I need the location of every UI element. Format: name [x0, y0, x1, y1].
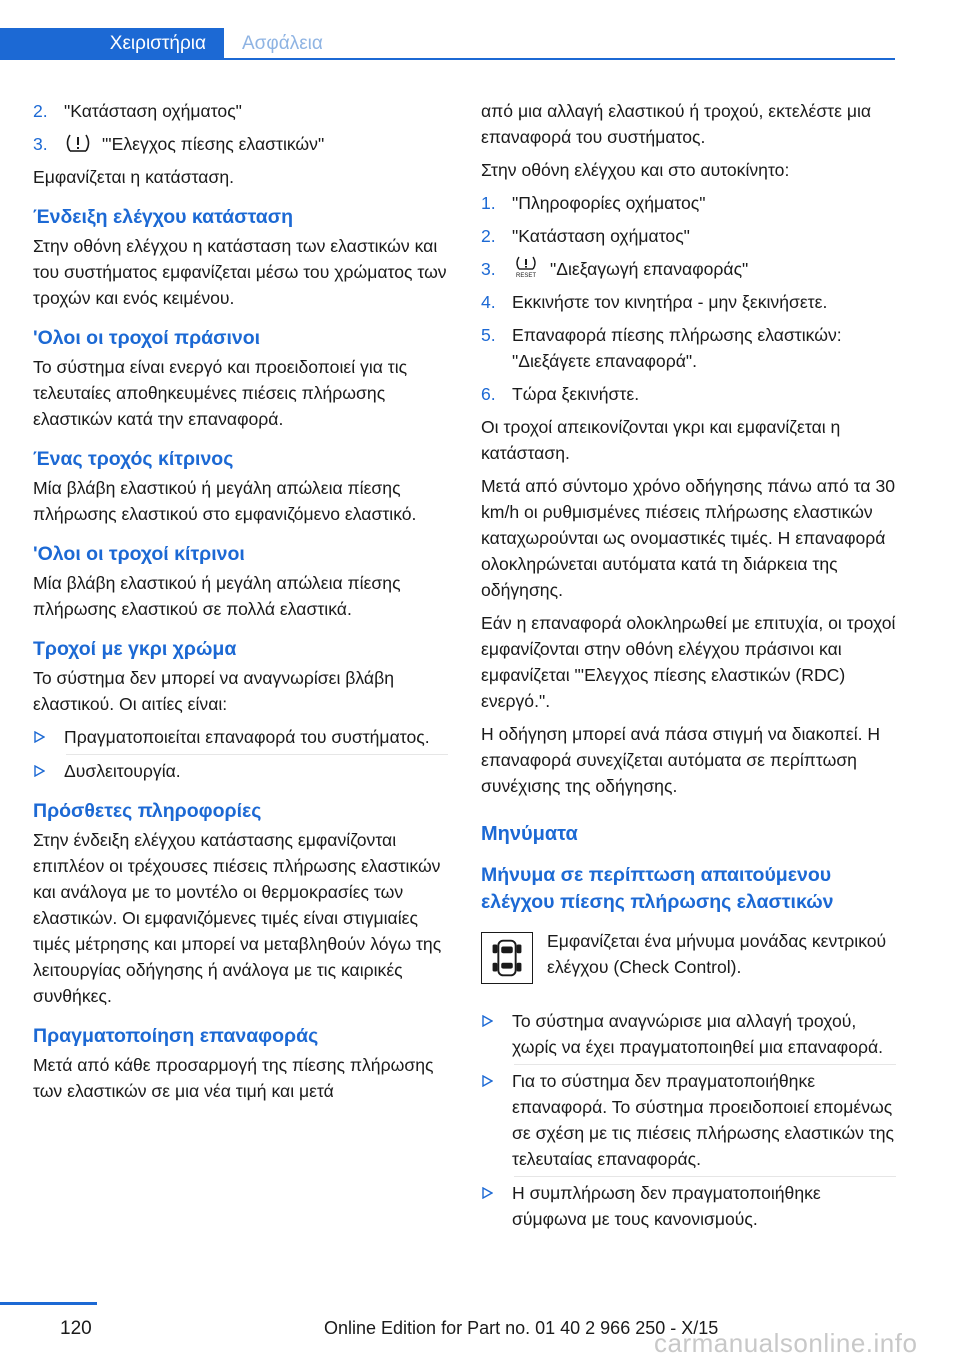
header-bar: [0, 28, 895, 61]
paragraph: Η οδήγηση μπορεί ανά πάσα στιγμή να διακοπεί. Η επαναφορά συνεχίζεται αυτόματα σε περίπτωση συνέχισης της οδήγησης.: [481, 724, 881, 796]
triangle-bullet-icon: [481, 1075, 493, 1087]
paragraph: Στην οθόνη ελέγχου και στο αυτοκίνητο:: [481, 160, 790, 180]
reset-icon-label: RESET: [515, 273, 537, 278]
paragraph: Μία βλάβη ελαστικού ή μεγάλη απώλεια πίεσης πλήρωσης ελαστικού σε πολλά ελαστικά.: [33, 573, 401, 619]
heading-grey-wheels: Τροχοί με γκρι χρώμα: [33, 638, 237, 660]
heading-perform-reset: Πραγματοποίηση επαναφοράς: [33, 1025, 319, 1047]
bullet-list-grey: [33, 724, 448, 784]
tab-safety[interactable]: Ασφάλεια: [242, 33, 323, 54]
heading-messages: Μηνύματα: [481, 823, 578, 845]
tire-pressure-reset-icon: [512, 256, 540, 278]
paragraph: Μία βλάβη ελαστικού ή μεγάλη απώλεια πίεσης πλήρωσης ελαστικού στο εμφανιζόμενο ελαστικό.: [33, 478, 417, 524]
numbered-list-top: [33, 98, 448, 157]
list-item: 2. "Κατάσταση οχήματος": [481, 226, 690, 246]
list-item: 5. Επαναφορά πίεσης πλήρωσης ελαστικών: "Διεξάγετε επαναφορά".: [481, 325, 842, 371]
paragraph: από μια αλλαγή ελαστικού ή τροχού, εκτελέστε μια επαναφορά του συστήματος.: [481, 101, 872, 147]
heading-all-yellow: 'Ολοι οι τροχοί κίτρινοι: [33, 543, 245, 565]
triangle-bullet-icon: [33, 765, 45, 777]
numbered-list-steps: [481, 190, 896, 407]
heading-message-check-required: Μήνυμα σε περίπτωση απαιτούμενου ελέγχου πίεσης πλήρωσης ελαστικών: [481, 864, 834, 913]
triangle-bullet-icon: [481, 1015, 493, 1027]
paragraph: Μετά από κάθε προσαρμογή της πίεσης πλήρωσης των ελαστικών σε μια νέα τιμή και μετά: [33, 1055, 434, 1101]
check-control-message: Εμφανίζεται ένα μήνυμα μονάδας κεντρικού ελέγχου (Check Control).: [481, 928, 896, 990]
heading-all-green: 'Ολοι οι τροχοί πράσινοι: [33, 327, 261, 349]
heading-additional-info: Πρόσθετες πληροφορίες: [33, 800, 262, 822]
list-item: 3. RESET "Διεξαγωγή επαναφοράς": [481, 256, 896, 282]
edition-note: Online Edition for Part no. 01 40 2 966 250 - X/15: [324, 1318, 719, 1338]
list-item: Η συμπλήρωση δεν πραγματοποιήθηκε σύμφωνα με τους κανονισμούς.: [481, 1180, 896, 1232]
paragraph: Εάν η επαναφορά ολοκληρωθεί με επιτυχία, οι τροχοί εμφανίζονται στην οθόνη ελέγχου πράσινοι και εμφανίζεται "'Ελεγχος πίεσης ελαστικών (RDC) ενεργό.".: [481, 613, 896, 711]
list-item: Για το σύστημα δεν πραγματοποιήθηκε επαναφορά. Το σύστημα προειδοποιεί επομένως σε σχέση με τις πιέσεις πλήρωσης ελαστικών της τελευταίας επαναφοράς.: [481, 1068, 896, 1172]
paragraph: Εμφανίζεται η κατάσταση.: [33, 167, 234, 187]
list-item: 2. "Κατάσταση οχήματος": [33, 101, 242, 121]
tire-pressure-warning-icon: [64, 133, 92, 153]
heading-one-yellow: Ένας τροχός κίτρινος: [33, 448, 234, 470]
car-tire-warning-icon: [481, 932, 533, 984]
page-number: 120: [60, 1318, 92, 1339]
triangle-bullet-icon: [33, 731, 45, 743]
list-item: 1. "Πληροφορίες οχήματος": [481, 193, 706, 213]
list-item: 3. "'Ελεγχος πίεσης ελαστικών": [33, 134, 325, 154]
paragraph: Στην ένδειξη ελέγχου κατάστασης εμφανίζονται επιπλέον οι τρέχουσες πιέσεις πλήρωσης ελαστικών και ανάλογα με το μοντέλο οι θερμοκρασίες των ελαστικών. Οι εμφανιζόμενες τιμές είναι στιγμιαίες τιμές μέτρησης και μπορεί να μεταβληθούν λόγω της λειτουργίας οδήγησης ή ανάλογα με τις καιρικές συνθήκες.: [33, 830, 442, 1006]
paragraph: Μετά από σύντομο χρόνο οδήγησης πάνω από τα 30 km/h οι ρυθμισμένες πιέσεις πλήρωσης ελαστικών καταχωρούνται ως ονομαστικές τιμές. Η επαναφορά ολοκληρώνεται αυτόματα κατά τη διάρκεια της οδήγησης.: [481, 476, 896, 600]
footer-rule: [0, 1302, 97, 1305]
list-item: Δυσλειτουργία.: [33, 758, 448, 784]
list-item: 4. Εκκινήστε τον κινητήρα - μην ξεκινήσετε.: [481, 292, 828, 312]
paragraph: Στην οθόνη ελέγχου η κατάσταση των ελαστικών και του συστήματος εμφανίζεται μέσω του χρώματος των τροχών και ενός κειμένου.: [33, 236, 447, 308]
heading-status-display: Ένδειξη ελέγχου κατάσταση: [33, 206, 294, 228]
triangle-bullet-icon: [481, 1187, 493, 1199]
list-item: Πραγματοποιείται επαναφορά του συστήματος.: [33, 724, 448, 750]
paragraph: Το σύστημα είναι ενεργό και προειδοποιεί για τις τελευταίες αποθηκευμένες πιέσεις πλήρωσης ελαστικών κατά την επαναφορά.: [33, 357, 408, 429]
list-item: Το σύστημα αναγνώρισε μια αλλαγή τροχού, χωρίς να έχει πραγματοποιηθεί μια επαναφορά.: [481, 1008, 896, 1060]
list-item: 6. Τώρα ξεκινήστε.: [481, 384, 640, 404]
bullet-list-messages: [481, 1008, 896, 1232]
right-column: [481, 98, 896, 1240]
paragraph: Οι τροχοί απεικονίζονται γκρι και εμφανίζεται η κατάσταση.: [481, 417, 841, 463]
paragraph: Το σύστημα δεν μπορεί να αναγνωρίσει βλάβη ελαστικού. Οι αιτίες είναι:: [33, 668, 395, 714]
left-column: [33, 98, 448, 1111]
tab-controls[interactable]: Χειριστήρια: [0, 28, 224, 60]
header-rule: [0, 58, 895, 60]
watermark: carmanualsonline.info: [654, 1328, 918, 1358]
